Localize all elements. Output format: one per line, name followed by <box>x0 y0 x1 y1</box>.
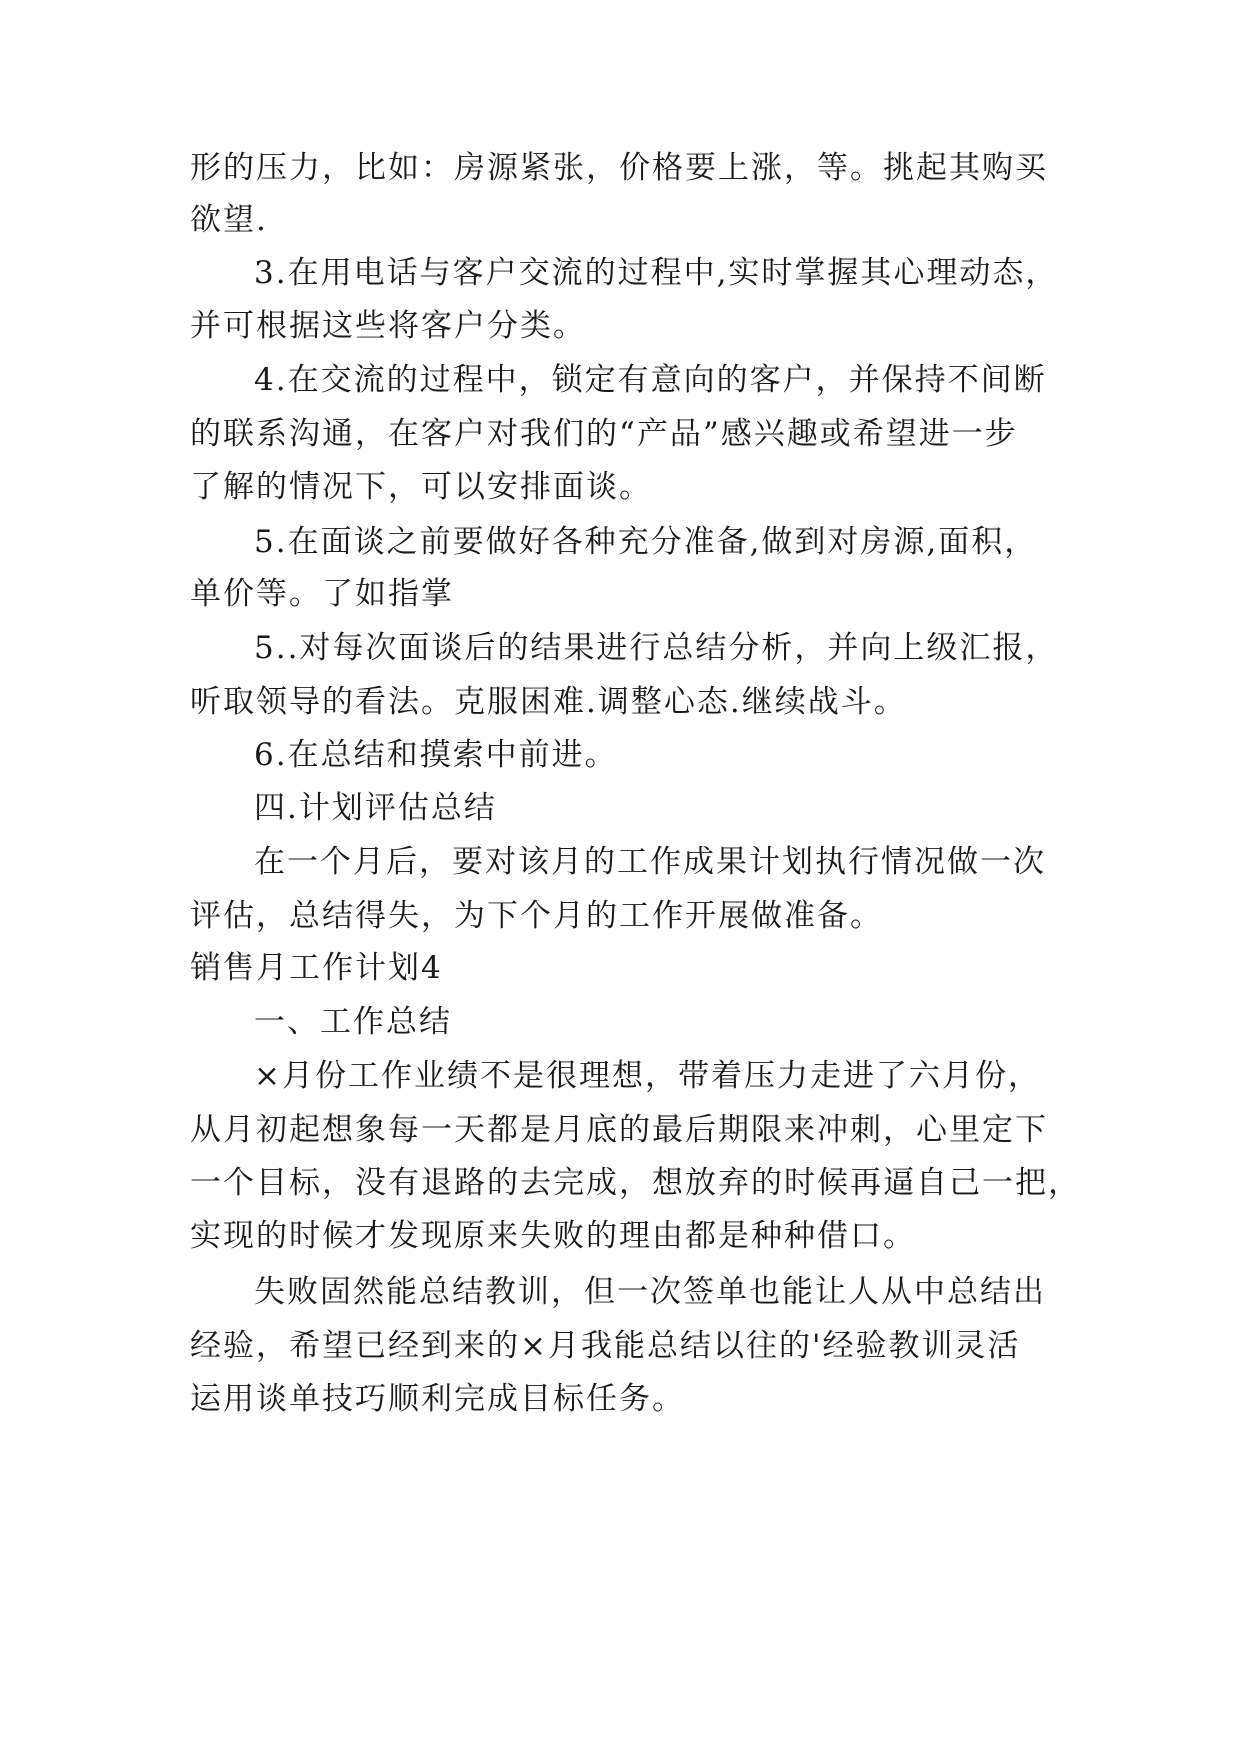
text-line: 在一个月后，要对该月的工作成果计划执行情况做一次 <box>254 844 1046 880</box>
text-line: 了解的情况下，可以安排面谈。 <box>190 469 652 505</box>
text-line: 评估，总结得失，为下个月的工作开展做准备。 <box>190 898 883 934</box>
text-line: 经验，希望已经到来的×月我能总结以往的'经验教训灵活 <box>190 1328 1021 1364</box>
section-heading: 四.计划评估总结 <box>254 790 497 826</box>
text-line: 5..对每次面谈后的结果进行总结分析，并向上级汇报， <box>254 630 1059 666</box>
text-line: 6.在总结和摸索中前进。 <box>254 737 618 773</box>
text-line: 实现的时候才发现原来失败的理由都是种种借口。 <box>190 1218 916 1254</box>
text-line: 从月初起想象每一天都是月底的最后期限来冲刺，心里定下 <box>190 1112 1048 1148</box>
text-line: 的联系沟通，在客户对我们的“产品”感兴趣或希望进一步 <box>190 416 1018 452</box>
text-line: 听取领导的看法。克服困难.调整心态.继续战斗。 <box>190 684 907 720</box>
text-line: 运用谈单技巧顺利完成目标任务。 <box>190 1381 685 1417</box>
text-line: 形的压力，比如：房源紧张，价格要上涨，等。挑起其购买 <box>190 150 1048 186</box>
document-title: 销售月工作计划4 <box>190 950 443 986</box>
text-line: ×月份工作业绩不是很理想，带着压力走进了六月份， <box>254 1058 1041 1094</box>
text-line: 3.在用电话与客户交流的过程中,实时掌握其心理动态， <box>254 255 1059 291</box>
section-heading: 一、工作总结 <box>254 1004 452 1040</box>
text-line: 一个目标，没有退路的去完成，想放弃的时候再逼自己一把， <box>190 1165 1081 1201</box>
text-line: 失败固然能总结教训，但一次签单也能让人从中总结出 <box>254 1274 1046 1310</box>
text-line: 单价等。了如指掌 <box>190 576 454 612</box>
text-line: 欲望. <box>190 202 268 238</box>
text-line: 4.在交流的过程中，锁定有意向的客户，并保持不间断 <box>254 362 1047 398</box>
text-line: 5.在面谈之前要做好各种充分准备,做到对房源,面积， <box>254 524 1038 560</box>
text-line: 并可根据这些将客户分类。 <box>190 308 586 344</box>
